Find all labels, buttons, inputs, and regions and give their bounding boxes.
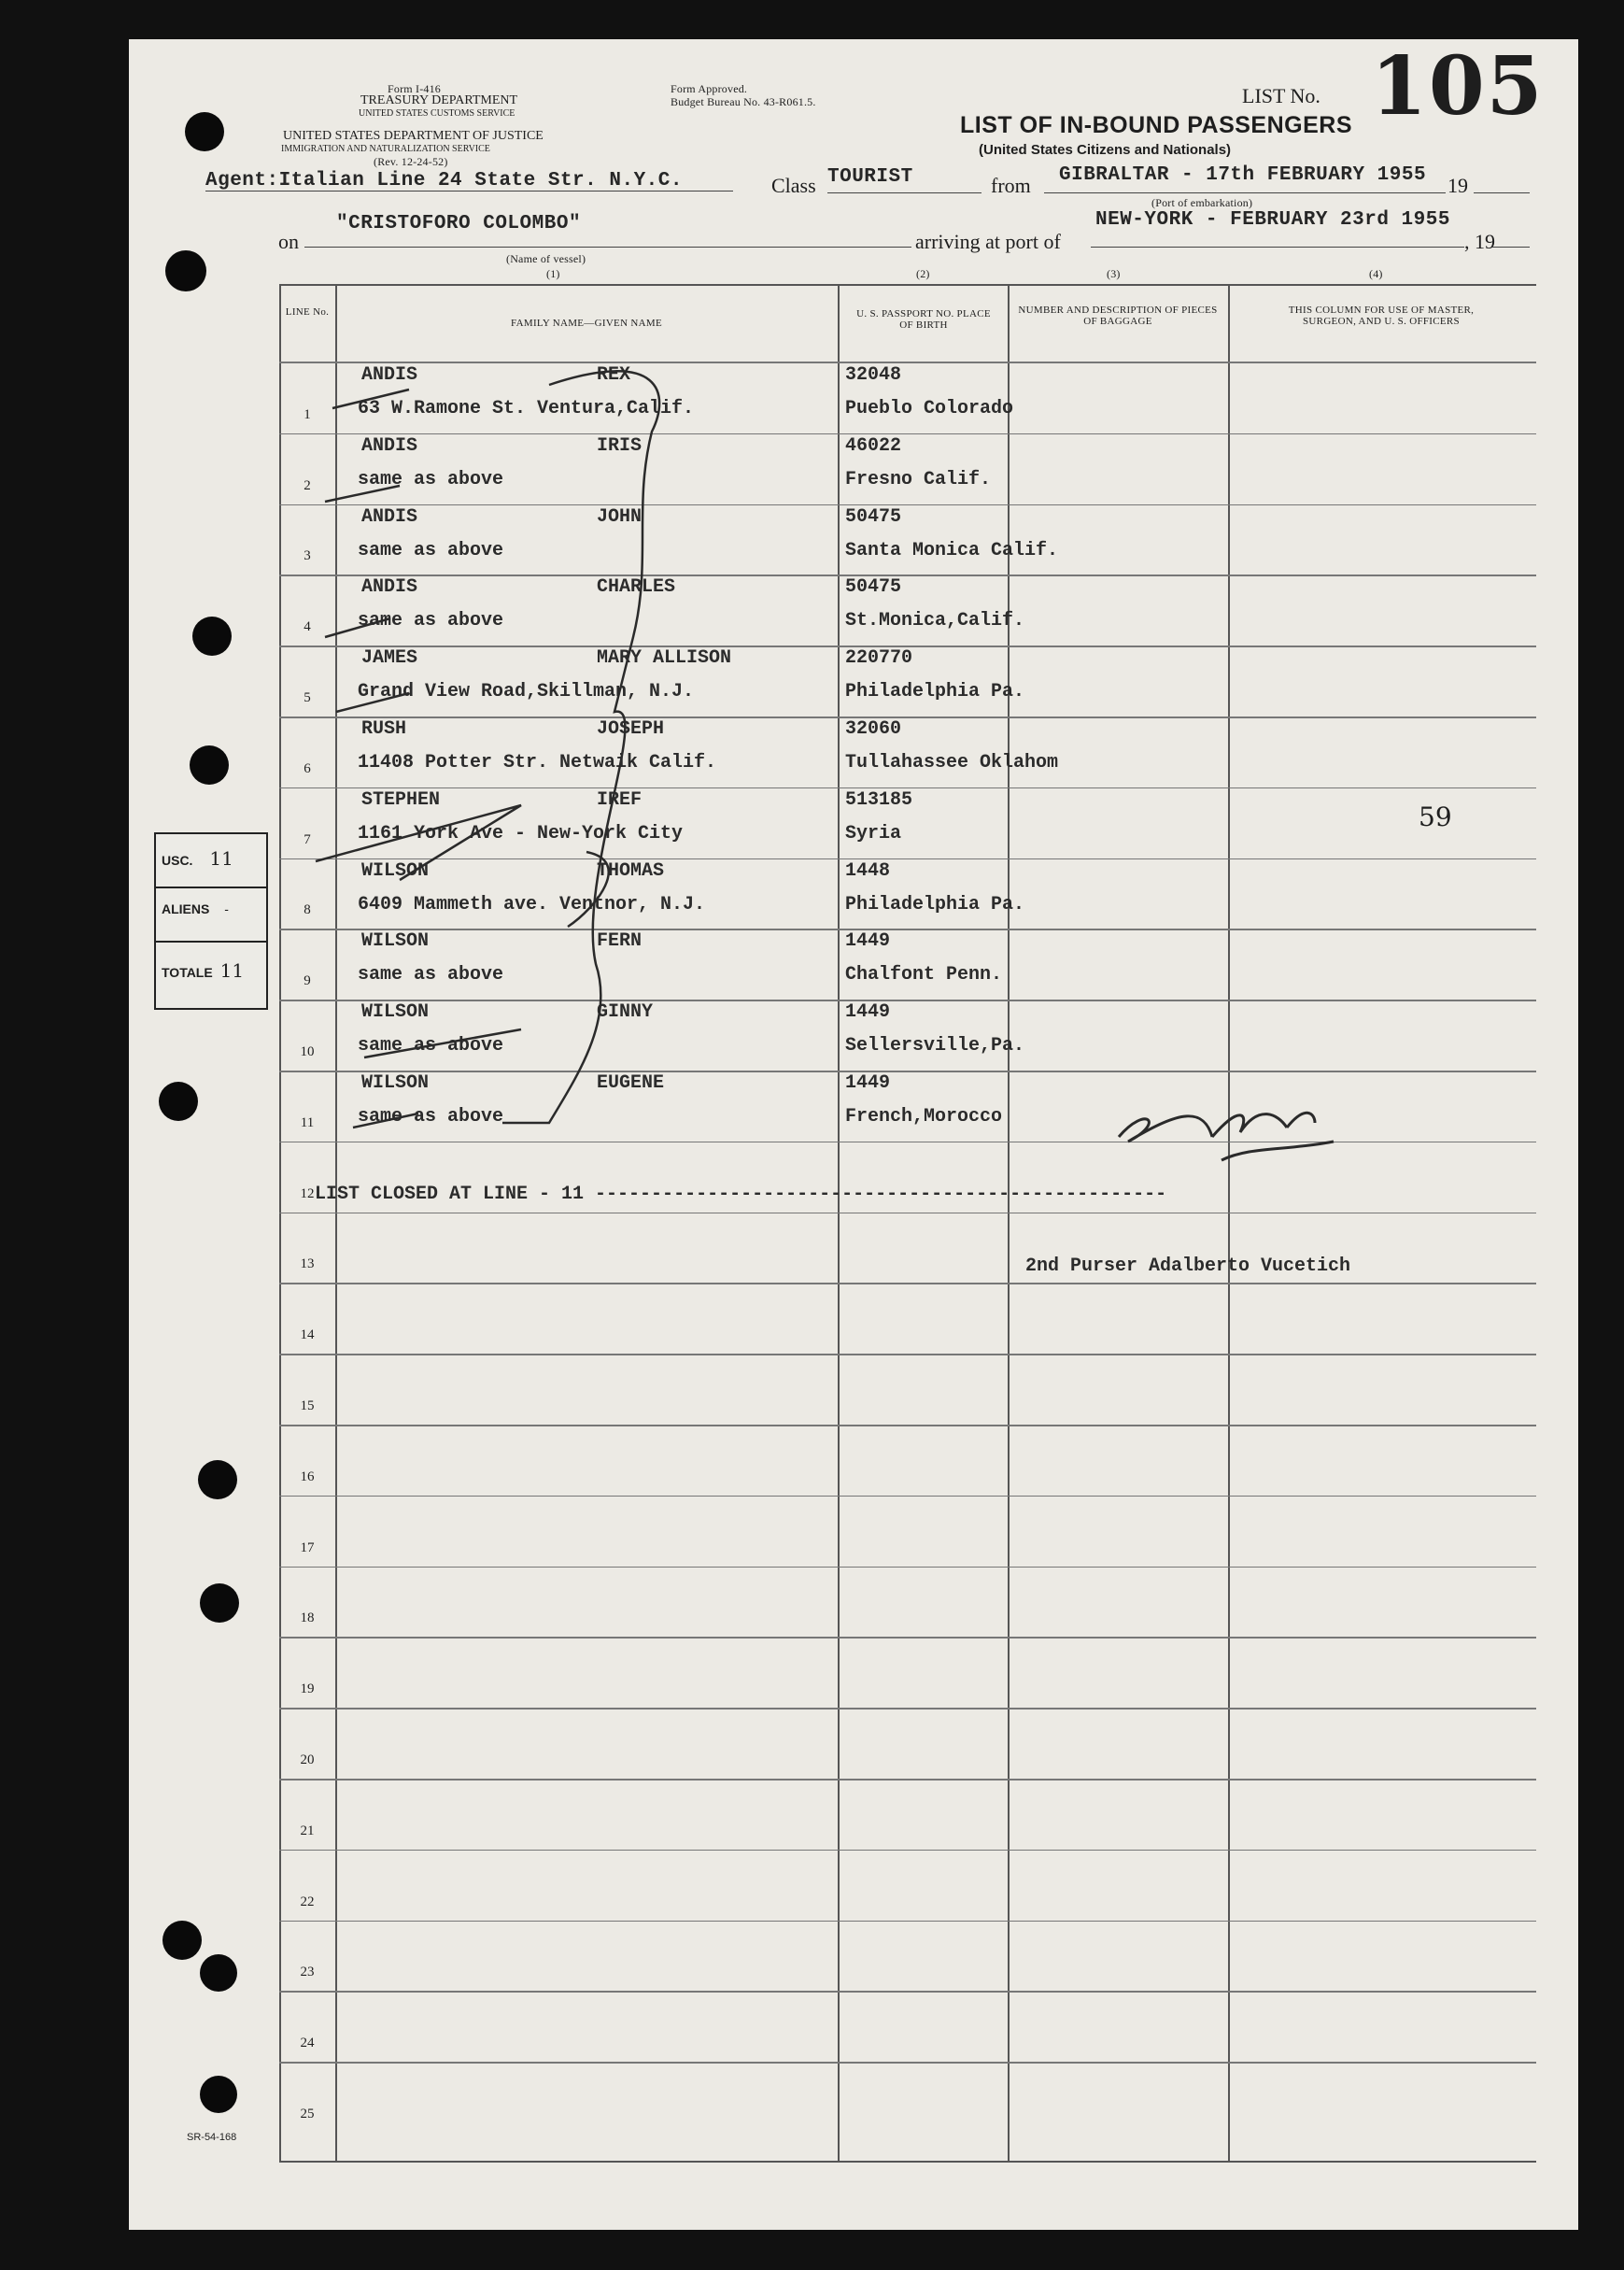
- handwritten-check-marks: [129, 39, 1578, 2230]
- line-number: 9: [304, 973, 311, 989]
- passenger-family-name: ANDIS: [361, 576, 418, 599]
- passenger-given-name: JOSEPH: [597, 718, 665, 740]
- form-approved: Form Approved.: [671, 82, 748, 95]
- line-number: 21: [300, 1823, 315, 1838]
- list-number: 105: [1371, 39, 1545, 134]
- passenger-given-name: JOHN: [597, 505, 643, 528]
- passenger-address: 6409 Mammeth ave. Ventnor, N.J.: [358, 893, 706, 915]
- birthplace: Chalfont Penn.: [845, 964, 1003, 986]
- passenger-family-name: WILSON: [361, 859, 430, 882]
- class-value: TOURIST: [827, 166, 913, 188]
- treasury-dept: TREASURY DEPARTMENT: [360, 93, 518, 107]
- agent-line: Agent:Italian Line 24 State Str. N.Y.C.: [205, 170, 683, 192]
- revision-date: (Rev. 12-24-52): [374, 155, 448, 168]
- header-passport: U. S. PASSPORT NO. PLACE OF BIRTH: [856, 308, 991, 331]
- justice-dept: UNITED STATES DEPARTMENT OF JUSTICE: [283, 129, 544, 143]
- passport-number: 1449: [845, 930, 891, 953]
- col-1-caption: (1): [546, 267, 560, 280]
- line-number: 8: [304, 902, 311, 918]
- line-number: 16: [300, 1468, 315, 1484]
- line-number: 4: [304, 619, 311, 635]
- passenger-address: same as above: [358, 1106, 504, 1128]
- passport-number: 50475: [845, 505, 902, 528]
- form-code: SR-54-168: [187, 2132, 237, 2143]
- header-name: FAMILY NAME—GIVEN NAME: [511, 318, 662, 329]
- passenger-given-name: FERN: [597, 930, 643, 953]
- total-label: TOTALE: [162, 965, 213, 980]
- punch-hole: [190, 745, 229, 785]
- passenger-family-name: ANDIS: [361, 434, 418, 457]
- col-4-caption: (4): [1369, 267, 1383, 280]
- header-line-no: LINE No.: [285, 306, 330, 318]
- list-subtitle: (United States Citizens and Nationals): [979, 142, 1232, 158]
- from-label: from: [991, 174, 1031, 197]
- line-number: 17: [300, 1539, 315, 1555]
- passenger-address: same as above: [358, 468, 504, 490]
- line-number: 10: [300, 1044, 315, 1059]
- year-suffix: 19: [1447, 174, 1468, 197]
- birthplace: Philadelphia Pa.: [845, 681, 1025, 703]
- header-officers: THIS COLUMN FOR USE OF MASTER, SURGEON, AND U. S. OFFICERS: [1288, 305, 1475, 327]
- passenger-family-name: WILSON: [361, 1001, 430, 1024]
- passport-number: 220770: [845, 647, 913, 670]
- punch-hole: [200, 2076, 237, 2113]
- passport-number: 32048: [845, 364, 902, 386]
- birthplace: Tullahassee Oklahom: [845, 752, 1059, 773]
- punch-hole: [198, 1460, 237, 1499]
- passport-number: 1449: [845, 1072, 891, 1094]
- line-number: 18: [300, 1610, 315, 1626]
- passenger-address: same as above: [358, 610, 504, 632]
- line-number: 20: [300, 1752, 315, 1767]
- passenger-address: same as above: [358, 964, 504, 986]
- list-title: LIST OF IN-BOUND PASSENGERS: [960, 112, 1353, 138]
- passenger-given-name: REX: [597, 364, 631, 386]
- line-number: 19: [300, 1681, 315, 1697]
- passport-number: 513185: [845, 788, 913, 811]
- on-label: on: [278, 230, 299, 253]
- birthplace: Pueblo Colorado: [845, 398, 1014, 419]
- officer-signature-scribble: [1119, 1113, 1334, 1160]
- line-number: 1: [304, 406, 311, 422]
- list-no-label: LIST No.: [1242, 84, 1320, 107]
- line-number: 24: [300, 2036, 315, 2051]
- punch-hole: [162, 1921, 202, 1960]
- passenger-address: 63 W.Ramone St. Ventura,Calif.: [358, 398, 695, 419]
- punch-hole: [200, 1954, 237, 1992]
- officer-note: 59: [1419, 802, 1452, 832]
- manifest-page: [129, 39, 1578, 2230]
- passenger-given-name: IREF: [597, 788, 643, 811]
- birthplace: Philadelphia Pa.: [845, 893, 1025, 915]
- passenger-count-stamp: [154, 832, 268, 1010]
- birthplace: Santa Monica Calif.: [845, 539, 1059, 561]
- passenger-given-name: GINNY: [597, 1001, 654, 1024]
- passport-number: 46022: [845, 434, 902, 457]
- passenger-address: 1161 York Ave - New-York City: [358, 822, 684, 844]
- year-suffix-2: , 19: [1464, 230, 1495, 253]
- passenger-given-name: EUGENE: [597, 1072, 665, 1094]
- aliens-value: -: [224, 901, 229, 916]
- line-number: 7: [304, 831, 311, 847]
- line-number: 15: [300, 1398, 315, 1413]
- line-number: 3: [304, 548, 311, 564]
- birthplace: Sellersville,Pa.: [845, 1035, 1025, 1057]
- passenger-family-name: STEPHEN: [361, 788, 441, 811]
- passport-number: 50475: [845, 576, 902, 599]
- form-number: Form I-416: [388, 82, 441, 95]
- punch-hole: [200, 1583, 239, 1623]
- line-number: 23: [300, 1965, 315, 1980]
- purser-signature-line: 2nd Purser Adalberto Vucetich: [1025, 1256, 1351, 1277]
- line-number: 14: [300, 1327, 315, 1343]
- passenger-given-name: IRIS: [597, 434, 643, 457]
- arrival-port: NEW-YORK - FEBRUARY 23rd 1955: [1095, 209, 1450, 231]
- passenger-family-name: ANDIS: [361, 364, 418, 386]
- punch-hole: [159, 1082, 198, 1121]
- line-number: 12: [300, 1185, 315, 1201]
- line-number: 6: [304, 760, 311, 776]
- customs-service: UNITED STATES CUSTOMS SERVICE: [359, 108, 515, 119]
- usc-value: 11: [209, 847, 233, 870]
- passenger-family-name: WILSON: [361, 930, 430, 953]
- birthplace: French,Morocco: [845, 1106, 1003, 1128]
- arriving-label: arriving at port of: [915, 230, 1061, 253]
- class-label: Class: [771, 174, 816, 197]
- line-number: 11: [300, 1114, 315, 1130]
- punch-hole: [185, 112, 224, 151]
- passenger-family-name: ANDIS: [361, 505, 418, 528]
- birthplace: St.Monica,Calif.: [845, 610, 1025, 632]
- vessel-name: "CRISTOFORO COLOMBO": [336, 213, 582, 234]
- birthplace: Fresno Calif.: [845, 468, 992, 490]
- passenger-address: same as above: [358, 1035, 504, 1057]
- line-number: 2: [304, 477, 311, 493]
- punch-hole: [192, 617, 232, 656]
- passenger-address: 11408 Potter Str. Netwaik Calif.: [358, 752, 717, 773]
- punch-hole: [165, 250, 206, 291]
- immigration-service: IMMIGRATION AND NATURALIZATION SERVICE: [281, 144, 490, 154]
- line-number: 13: [300, 1256, 315, 1272]
- usc-label: USC.: [162, 853, 193, 868]
- passenger-family-name: WILSON: [361, 1072, 430, 1094]
- list-closed-line: LIST CLOSED AT LINE - 11 ---------------------------------------------------: [315, 1184, 1167, 1205]
- header-baggage: NUMBER AND DESCRIPTION OF PIECES OF BAGGAGE: [1018, 305, 1218, 327]
- passenger-family-name: JAMES: [361, 647, 418, 670]
- line-number: 5: [304, 690, 311, 705]
- port-embark-caption: (Port of embarkation): [1151, 196, 1253, 209]
- passport-number: 1448: [845, 859, 891, 882]
- passport-number: 32060: [845, 718, 902, 740]
- birthplace: Syria: [845, 822, 902, 844]
- line-number: 25: [300, 2107, 315, 2121]
- aliens-label: ALIENS: [162, 901, 210, 916]
- col-2-caption: (2): [916, 267, 930, 280]
- passenger-address: Grand View Road,Skillman, N.J.: [358, 681, 695, 703]
- total-value: 11: [219, 959, 245, 982]
- passport-number: 1449: [845, 1001, 891, 1024]
- passenger-given-name: CHARLES: [597, 576, 676, 599]
- passenger-given-name: MARY ALLISON: [597, 647, 732, 670]
- line-number: 22: [300, 1894, 315, 1909]
- embarkation-port: GIBRALTAR - 17th FEBRUARY 1955: [1059, 164, 1427, 186]
- passenger-address: same as above: [358, 539, 504, 561]
- passenger-given-name: THOMAS: [597, 859, 665, 882]
- vessel-caption: (Name of vessel): [506, 252, 586, 265]
- passenger-family-name: RUSH: [361, 718, 407, 740]
- col-3-caption: (3): [1107, 267, 1121, 280]
- budget-bureau: Budget Bureau No. 43-R061.5.: [671, 95, 816, 108]
